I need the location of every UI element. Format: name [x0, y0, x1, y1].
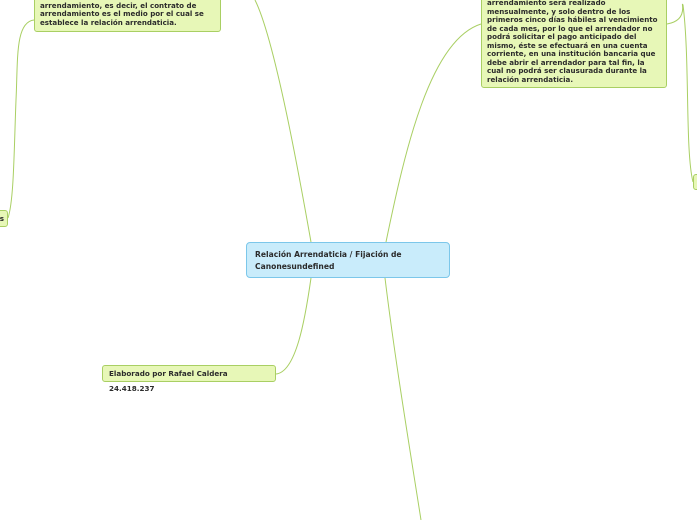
subtopic-left[interactable]	[34, 0, 221, 32]
subtopic-author[interactable]	[102, 365, 276, 393]
connector-left-topic-to-edge	[8, 20, 34, 218]
subtopic-right-edge[interactable]	[693, 174, 697, 190]
connector-to-bottom-branch	[385, 278, 421, 520]
subtopic-left-text: arrendamiento, es decir, el contrato de arrendamiento es el medio por el cual se establece la relación arrendaticia.	[40, 0, 204, 27]
central-topic[interactable]	[246, 242, 450, 278]
subtopic-author-text: Elaborado por Rafael Caldera 24.418.237	[109, 369, 228, 393]
central-topic-title: Relación Arrendaticia / Fijación de Canonesundefined	[255, 250, 402, 271]
connector-to-bottom-topic	[276, 278, 311, 374]
subtopic-right-text: arrendamiento será realizado mensualmente, y solo dentro de los primeros cinco días hábiles al vencimiento de cada mes, por lo que el arrendador no podrá solicitar el pago anticipado del mismo, éste se efectuará en una cuenta corriente, en una institución bancaria que debe abrir el arrendador para tal fin, la cual no podrá ser clausurada durante la relación arrendaticia.	[487, 0, 658, 84]
subtopic-right[interactable]	[481, 0, 667, 88]
subtopic-left-edge-text: s	[0, 214, 4, 223]
connector-to-right-topic	[386, 24, 481, 242]
connector-to-left-topic	[255, 0, 311, 242]
connector-right-topic-to-edge	[667, 4, 693, 182]
subtopic-left-edge[interactable]	[0, 210, 8, 227]
